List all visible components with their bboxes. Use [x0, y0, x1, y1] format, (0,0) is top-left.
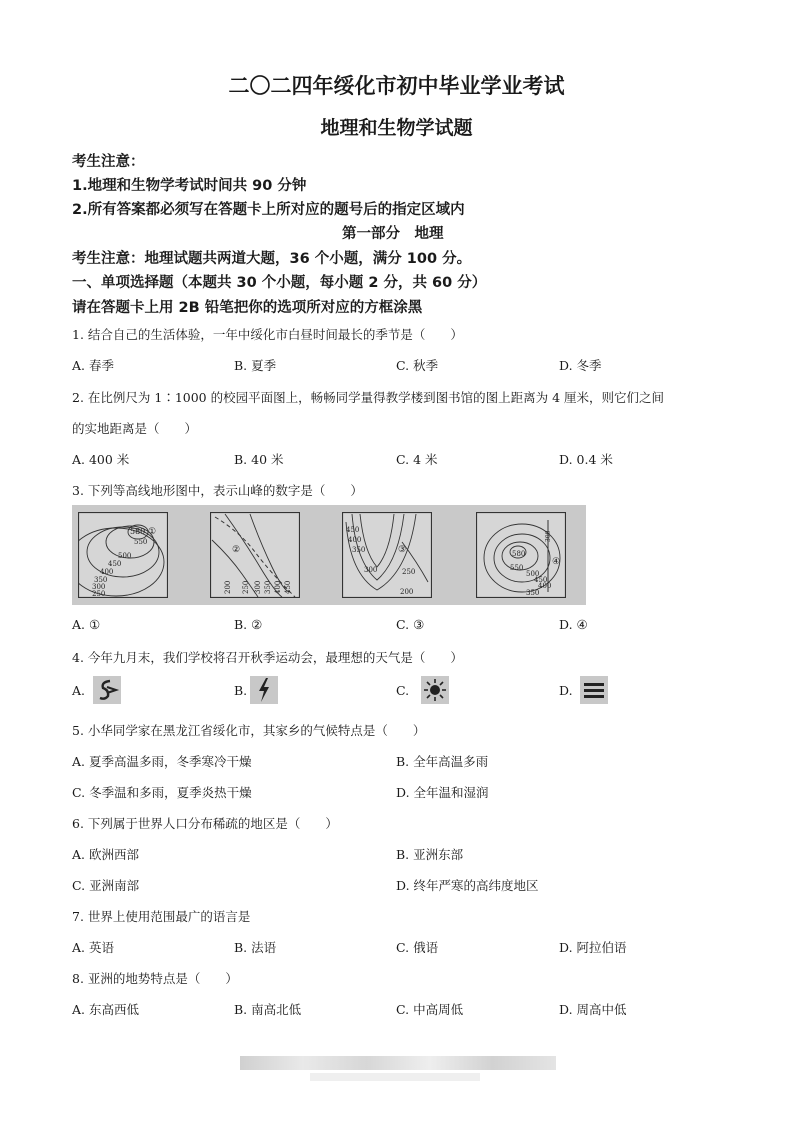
map1-label: 350 — [94, 576, 108, 584]
section-heading: 一、单项选择题（本题共 30 个小题，每小题 2 分，共 60 分） — [72, 275, 487, 291]
map3-label: 450 — [346, 526, 360, 534]
contour-maps-figure — [72, 505, 586, 605]
q1-option-b: B. 夏季 — [234, 358, 277, 373]
contour-map-2 — [210, 512, 300, 598]
q4-option-d: D. — [559, 683, 573, 698]
map2-label: 200 — [224, 580, 232, 594]
map4-label: 300 — [545, 530, 552, 542]
question-4: 4. 今年九月末，我们学校将召开秋季运动会，最理想的天气是（ ） — [72, 650, 463, 665]
map1-label: 450 — [108, 560, 122, 568]
map2-label: 400 — [274, 580, 282, 594]
question-3: 3. 下列等高线地形图中，表示山峰的数字是（ ） — [72, 483, 363, 498]
map1-label: 580 — [130, 527, 146, 536]
q5-option-c: C. 冬季温和多雨，夏季炎热干燥 — [72, 785, 252, 800]
contour-map-4 — [476, 512, 566, 598]
q7-option-b: B. 法语 — [234, 940, 277, 955]
q2-option-b: B. 40 米 — [234, 452, 284, 467]
map1-label: 550 — [134, 538, 148, 546]
fog-icon — [580, 676, 608, 704]
thunderstorm-icon — [250, 676, 278, 704]
q2-option-a: A. 400 米 — [72, 452, 130, 467]
contour-map-1 — [78, 512, 168, 598]
q8-option-d: D. 周高中低 — [559, 1002, 627, 1017]
map2-label: 250 — [242, 580, 250, 594]
map2-label: ② — [232, 545, 241, 555]
map4-label: 500 — [526, 570, 540, 578]
notice-heading: 考生注意： — [72, 154, 145, 170]
contour-map-3 — [342, 512, 432, 598]
map2-label: 350 — [264, 580, 272, 594]
q3-option-c: C. ③ — [396, 617, 425, 632]
q1-option-d: D. 冬季 — [559, 358, 602, 373]
q7-option-d: D. 阿拉伯语 — [559, 940, 627, 955]
exam-subtitle: 地理和生物学试题 — [320, 117, 473, 139]
notice-line-2: 2.所有答案都必须写在答题卡上所对应的题号后的指定区域内 — [72, 202, 465, 218]
q3-option-b: B. ② — [234, 617, 263, 632]
q8-option-b: B. 南高北低 — [234, 1002, 302, 1017]
map3-label: 350 — [352, 546, 366, 554]
q8-option-a: A. 东高西低 — [72, 1002, 139, 1017]
blurred-footer-line — [310, 1073, 480, 1081]
q4-option-b: B. — [234, 683, 248, 698]
blurred-footer — [240, 1056, 556, 1070]
map1-label: 500 — [118, 552, 132, 560]
notice-line-1: 1.地理和生物学考试时间共 90 分钟 — [72, 178, 307, 194]
q4-option-a: A. — [72, 683, 86, 698]
q5-option-b: B. 全年高温多雨 — [396, 754, 489, 769]
q5-option-d: D. 全年温和湿润 — [396, 785, 489, 800]
map3-label: ③ — [398, 545, 407, 555]
q1-option-c: C. 秋季 — [396, 358, 439, 373]
map1-label: 400 — [100, 568, 114, 576]
q6-option-c: C. 亚洲南部 — [72, 878, 140, 893]
q4-option-c: C. — [396, 683, 410, 698]
part-title: 第一部分 地理 — [342, 226, 444, 242]
part-note: 考生注意：地理试题共两道大题，36 个小题，满分 100 分。 — [72, 251, 472, 267]
q2-option-c: C. 4 米 — [396, 452, 438, 467]
q6-option-a: A. 欧洲西部 — [72, 847, 139, 862]
map4-label: 580 — [512, 550, 526, 558]
map3-label: 200 — [400, 588, 414, 596]
q3-option-d: D. ④ — [559, 617, 588, 632]
map1-label: 300 — [92, 583, 106, 591]
sand-dust-icon — [93, 676, 121, 704]
map4-label: 400 — [538, 582, 552, 590]
map4-label: ④ — [552, 557, 561, 567]
map4-label: 550 — [510, 564, 524, 572]
map4-label: 350 — [526, 589, 540, 597]
question-7: 7. 世界上使用范围最广的语言是 — [72, 909, 251, 924]
question-1: 1. 结合自己的生活体验，一年中绥化市白昼时间最长的季节是（ ） — [72, 327, 463, 342]
q7-option-a: A. 英语 — [72, 940, 114, 955]
q6-option-b: B. 亚洲东部 — [396, 847, 464, 862]
q8-option-c: C. 中高周低 — [396, 1002, 464, 1017]
q5-option-a: A. 夏季高温多雨，冬季寒冷干燥 — [72, 754, 252, 769]
map3-label: 300 — [364, 566, 378, 574]
exam-title: 二〇二四年绥化市初中毕业学业考试 — [228, 74, 565, 98]
q2-option-d: D. 0.4 米 — [559, 452, 613, 467]
q3-option-a: A. ① — [72, 617, 101, 632]
map3-label: 400 — [348, 536, 362, 544]
section-instruction: 请在答题卡上用 2B 铅笔把你的选项所对应的方框涂黑 — [72, 300, 423, 316]
map3-label: 250 — [402, 568, 416, 576]
map4-label: 450 — [534, 576, 548, 584]
map1-label: 250 — [92, 590, 106, 598]
question-8: 8. 亚洲的地势特点是（ ） — [72, 971, 238, 986]
question-5: 5. 小华同学家在黑龙江省绥化市，其家乡的气候特点是（ ） — [72, 723, 426, 738]
sunny-icon — [421, 676, 449, 704]
q1-option-a: A. 春季 — [72, 358, 114, 373]
question-2: 2. 在比例尺为 1∶1000 的校园平面图上，畅畅同学量得教学楼到图书馆的图上距离为 4 厘米，则它们之间 — [72, 390, 665, 405]
map2-label: 300 — [254, 580, 262, 594]
question-6: 6. 下列属于世界人口分布稀疏的地区是（ ） — [72, 816, 338, 831]
map1-label: ① — [148, 527, 157, 537]
q6-option-d: D. 终年严寒的高纬度地区 — [396, 878, 539, 893]
map2-label: 450 — [284, 580, 292, 594]
q7-option-c: C. 俄语 — [396, 940, 439, 955]
question-2-cont: 的实地距离是（ ） — [72, 421, 198, 436]
